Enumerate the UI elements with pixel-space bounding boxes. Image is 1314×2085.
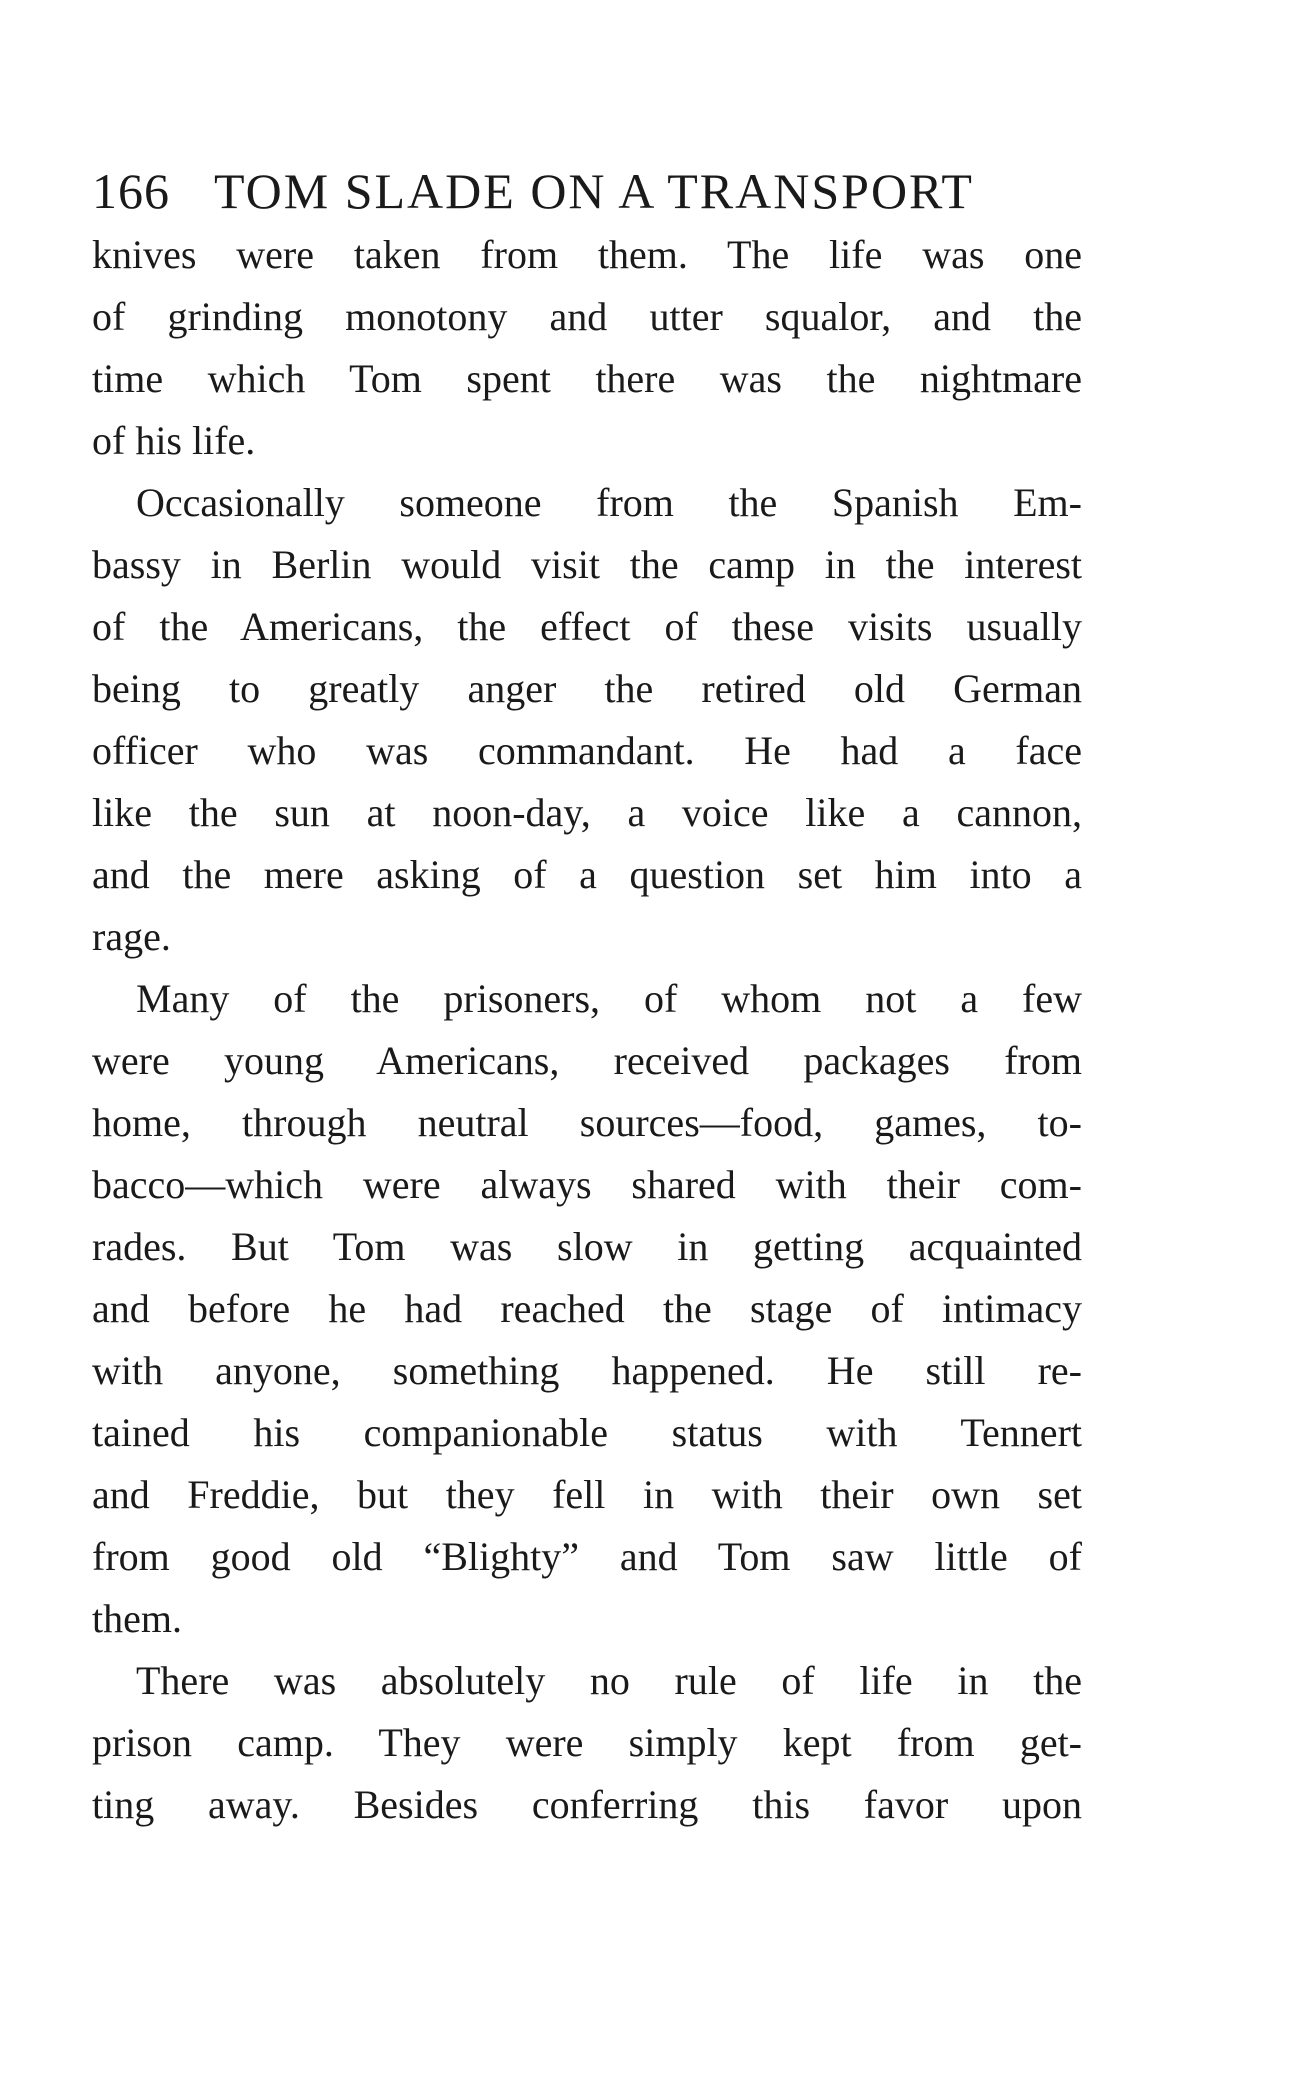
text-line: were young Americans, received packages from (92, 1038, 1082, 1083)
text-line: them. (92, 1596, 182, 1641)
text-line: of his life. (92, 418, 256, 463)
text-line: of grinding monotony and utter squalor, and the (92, 294, 1082, 339)
text-line: ting away. Besides conferring this favor upon (92, 1782, 1082, 1827)
text-line: of the Americans, the effect of these visits usually (92, 604, 1082, 649)
text-line: being to greatly anger the retired old German (92, 666, 1082, 711)
text-line: time which Tom spent there was the nightmare (92, 356, 1082, 401)
text-line: prison camp. They were simply kept from get- (92, 1720, 1082, 1765)
text-line: officer who was commandant. He had a face (92, 728, 1082, 773)
text-line: There was absolutely no rule of life in the (136, 1658, 1082, 1703)
text-line: bassy in Berlin would visit the camp in the interest (92, 542, 1082, 587)
book-title: TOM SLADE ON A TRANSPORT (214, 163, 974, 219)
text-line: Many of the prisoners, of whom not a few (136, 976, 1082, 1021)
paragraph (92, 1650, 1082, 1836)
body-text (92, 224, 1082, 1836)
paragraph (92, 224, 1082, 472)
text-line: home, through neutral sources—food, games, to- (92, 1100, 1082, 1145)
paragraph (92, 472, 1082, 968)
text-line: rage. (92, 914, 171, 959)
paragraph (92, 968, 1082, 1650)
text-line: Occasionally someone from the Spanish Em- (136, 480, 1082, 525)
text-line: and Freddie, but they fell in with their own set (92, 1472, 1082, 1517)
text-line: knives were taken from them. The life was one (92, 232, 1082, 277)
text-line: with anyone, something happened. He still re- (92, 1348, 1082, 1393)
page-number: 166 (92, 163, 170, 219)
text-line: like the sun at noon-day, a voice like a cannon, (92, 790, 1082, 835)
text-line: rades. But Tom was slow in getting acquainted (92, 1224, 1082, 1269)
text-line: tained his companionable status with Tennert (92, 1410, 1082, 1455)
text-line: bacco—which were always shared with their com- (92, 1162, 1082, 1207)
text-line: from good old “Blighty” and Tom saw little of (92, 1534, 1082, 1579)
text-line: and the mere asking of a question set him into a (92, 852, 1082, 897)
running-head (92, 162, 1082, 222)
text-line: and before he had reached the stage of intimacy (92, 1286, 1082, 1331)
book-page (92, 162, 1082, 1836)
